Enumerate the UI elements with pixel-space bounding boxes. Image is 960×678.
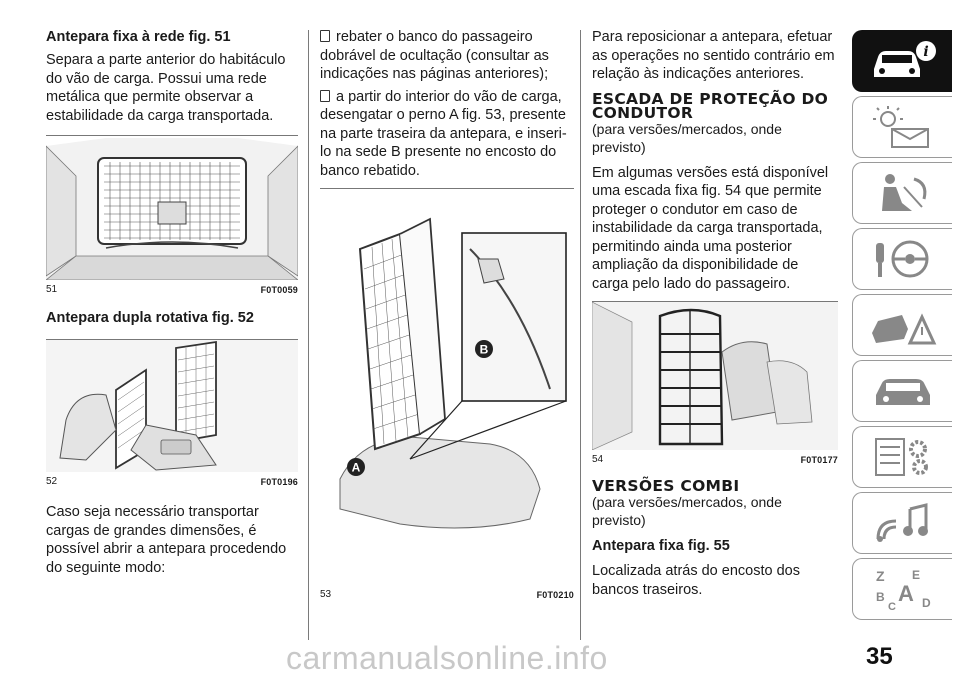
multimedia-icon <box>868 501 938 545</box>
figure-53 <box>320 188 574 600</box>
svg-text:E: E <box>911 568 920 582</box>
callout-label-b: B <box>479 342 489 357</box>
tab-car-info[interactable] <box>852 30 952 92</box>
car-info-icon <box>868 39 938 83</box>
warning-lights-icon <box>868 105 938 149</box>
figure-code: F0T0059 <box>260 285 298 295</box>
bullet-item-1 <box>320 28 574 84</box>
figure-number: 52 <box>46 476 58 487</box>
column-1 <box>46 28 298 585</box>
heading-fixed-partition: Antepara fixa à rede fig. 51 <box>46 29 231 45</box>
checkbox-bullet-icon <box>320 90 330 102</box>
bullet-text: a partir do interior do vão de carga, desengatar o perno A fig. 53, presente na parte traseira da antepara, e inseri-lo na sede B presente no encosto do banco rebatido. <box>320 88 567 179</box>
section-note-1: (para versões/mercados, onde previsto) <box>592 120 782 155</box>
figure-number: 53 <box>320 589 332 600</box>
callout-label-a: A <box>351 460 361 475</box>
page-number: 35 <box>866 643 893 670</box>
figure-53-caption <box>320 585 574 600</box>
figure-code: F0T0177 <box>800 455 838 465</box>
heading-fixed-partition-combi: Antepara fixa fig. 55 <box>592 538 730 554</box>
paragraph-large-loads: Caso seja necessário transportar cargas de grandes dimensões, é possível abrir a antepara procedendo do seguinte modo: <box>46 504 287 576</box>
figure-code: F0T0210 <box>536 590 574 600</box>
steering-wheel-key-icon <box>868 237 938 281</box>
figure-54 <box>592 301 838 465</box>
svg-text:C: C <box>887 601 896 611</box>
figure-52-caption <box>46 472 298 487</box>
paragraph-fixed-partition: Separa a parte anterior do habitáculo do vão de carga. Possui uma rede metálica que permite observar a estabilidade da carga transportada. <box>46 52 286 124</box>
section-title-driver-protection: ESCADA DE PROTEÇÃO DO CONDUTOR <box>592 89 829 122</box>
accident-icon <box>868 303 938 347</box>
tab-maintenance[interactable] <box>852 360 952 422</box>
paragraph-reposition: Para reposicionar a antepara, efetuar as operações no sentido contrário em relação às indicações anteriores. <box>592 29 835 82</box>
column-divider-1 <box>308 30 309 640</box>
figure-53-illustration <box>320 189 574 585</box>
tab-emergency[interactable] <box>852 294 952 356</box>
figure-54-illustration <box>592 302 838 450</box>
alphabet-index-icon <box>868 567 938 611</box>
tab-multimedia[interactable] <box>852 492 952 554</box>
svg-text:i: i <box>922 44 929 60</box>
bullet-item-2 <box>320 88 574 181</box>
checkbox-bullet-icon <box>320 30 330 42</box>
section-note-2: (para versões/mercados, onde previsto) <box>592 494 782 528</box>
figure-51 <box>46 135 298 295</box>
heading-double-partition: Antepara dupla rotativa fig. 52 <box>46 310 254 326</box>
watermark: carmanualsonline.info <box>286 640 608 676</box>
specs-gears-icon <box>868 435 938 479</box>
tab-warning-lights[interactable] <box>852 96 952 158</box>
figure-number: 51 <box>46 284 58 295</box>
figure-52-illustration <box>46 340 298 472</box>
chapter-tabs <box>852 30 952 624</box>
column-3 <box>592 28 838 607</box>
svg-text:B: B <box>875 590 885 604</box>
paragraph-fixed-ladder: Em algumas versões está disponível uma escada fixa fig. 54 que permite proteger o condutor em caso de instabilidade da carga transportada, permitindo ainda uma posterior ampliação da disponibilidade de carga pelo lado do passageiro. <box>592 164 829 292</box>
car-service-icon <box>868 369 938 413</box>
bullet-text: rebater o banco do passageiro dobrável de ocultação (consultar as indicações nas páginas anteriores); <box>320 29 549 82</box>
figure-54-caption <box>592 450 838 465</box>
figure-51-caption <box>46 280 298 295</box>
tab-index[interactable] <box>852 558 952 620</box>
figure-52 <box>46 339 298 487</box>
airbag-seat-icon <box>868 171 938 215</box>
svg-text:A: A <box>897 581 914 606</box>
figure-51-illustration <box>46 136 298 280</box>
svg-text:D: D <box>921 596 931 610</box>
column-2 <box>320 28 574 600</box>
tab-starting-driving[interactable] <box>852 228 952 290</box>
figure-number: 54 <box>592 454 604 465</box>
tab-safety[interactable] <box>852 162 952 224</box>
svg-text:Z: Z <box>875 568 885 584</box>
tab-technical-data[interactable] <box>852 426 952 488</box>
section-title-combi: VERSÕES COMBI <box>592 477 740 495</box>
paragraph-rear-seats: Localizada atrás do encosto dos bancos traseiros. <box>592 563 800 598</box>
figure-code: F0T0196 <box>260 477 298 487</box>
column-divider-2 <box>580 30 581 640</box>
